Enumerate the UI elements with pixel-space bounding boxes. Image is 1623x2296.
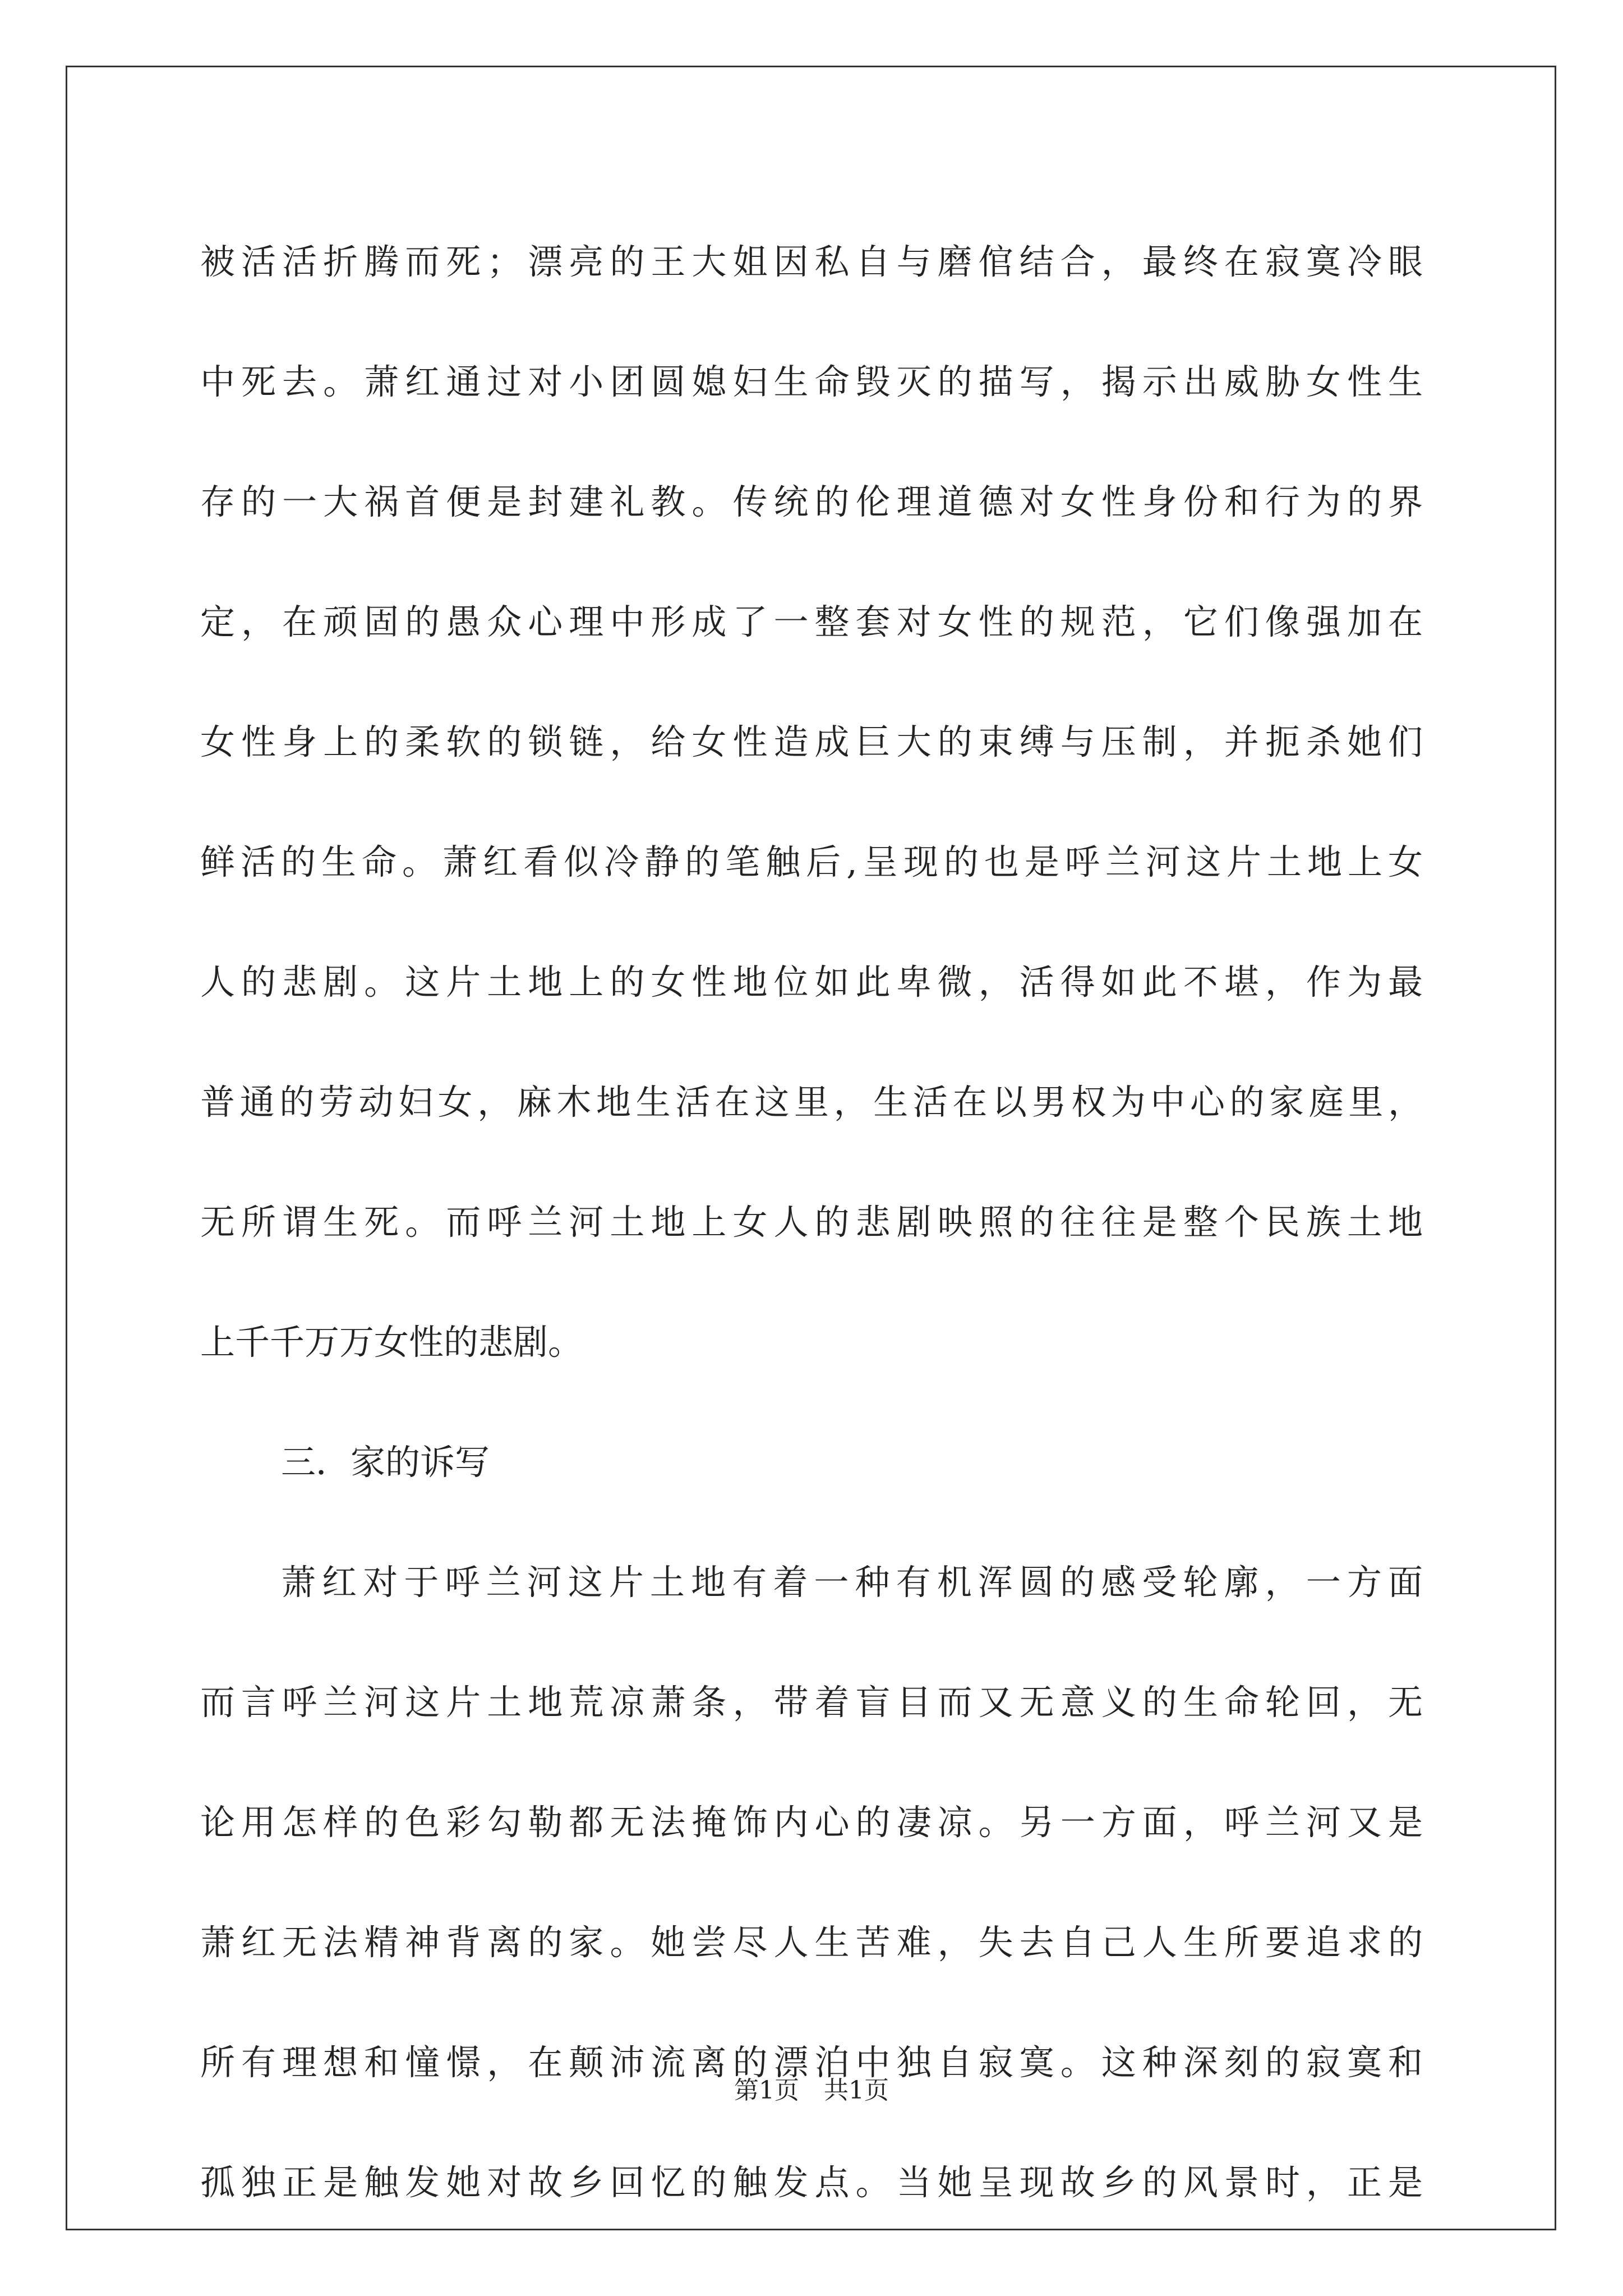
document-body xyxy=(200,202,1423,2243)
text-line: 鲜活的生命。萧红看似冷静的笔触后,呈现的也是呼兰河这片土地上女 xyxy=(200,841,1423,882)
text-line: 女性身上的柔软的锁链，给女性造成巨大的束缚与压制，并扼杀她们 xyxy=(200,721,1423,762)
text-line: 定，在顽固的愚众心理中形成了一整套对女性的规范，它们像强加在 xyxy=(200,601,1423,642)
text-line: 上千千万万女性的悲剧。 xyxy=(200,1322,583,1363)
text-line: 无所谓生死。而呼兰河土地上女人的悲剧映照的往往是整个民族土地 xyxy=(200,1202,1423,1243)
text-line: 被活活折腾而死；漂亮的王大姐因私自与磨倌结合，最终在寂寞冷眼 xyxy=(200,241,1423,282)
text-line: 而言呼兰河这片土地荒凉萧条，带着盲目而又无意义的生命轮回，无 xyxy=(200,1682,1423,1723)
page-footer: 第1页 共1页 xyxy=(734,2076,889,2105)
text-line: 中死去。萧红通过对小团圆媳妇生命毁灭的描写，揭示出威胁女性生 xyxy=(200,361,1423,402)
text-line: 论用怎样的色彩勾勒都无法掩饰内心的凄凉。另一方面，呼兰河又是 xyxy=(200,1802,1423,1843)
section-heading: 三．家的诉写 xyxy=(281,1442,490,1483)
text-line: 萧红对于呼兰河这片土地有着一种有机浑圆的感受轮廓，一方面 xyxy=(281,1562,1423,1603)
text-line: 孤独正是触发她对故乡回忆的触发点。当她呈现故乡的风景时，正是 xyxy=(200,2162,1423,2203)
text-line: 存的一大祸首便是封建礼教。传统的伦理道德对女性身份和行为的界 xyxy=(200,481,1423,522)
text-line: 人的悲剧。这片土地上的女性地位如此卑微，活得如此不堪，作为最 xyxy=(200,961,1423,1002)
text-line: 普通的劳动妇女，麻木地生活在这里，生活在以男权为中心的家庭里， xyxy=(200,1082,1423,1122)
text-line: 萧红无法精神背离的家。她尝尽人生苦难，失去自己人生所要追求的 xyxy=(200,1922,1423,1963)
text-line: 所有理想和憧憬，在颠沛流离的漂泊中独自寂寞。这种深刻的寂寞和 xyxy=(200,2042,1423,2083)
